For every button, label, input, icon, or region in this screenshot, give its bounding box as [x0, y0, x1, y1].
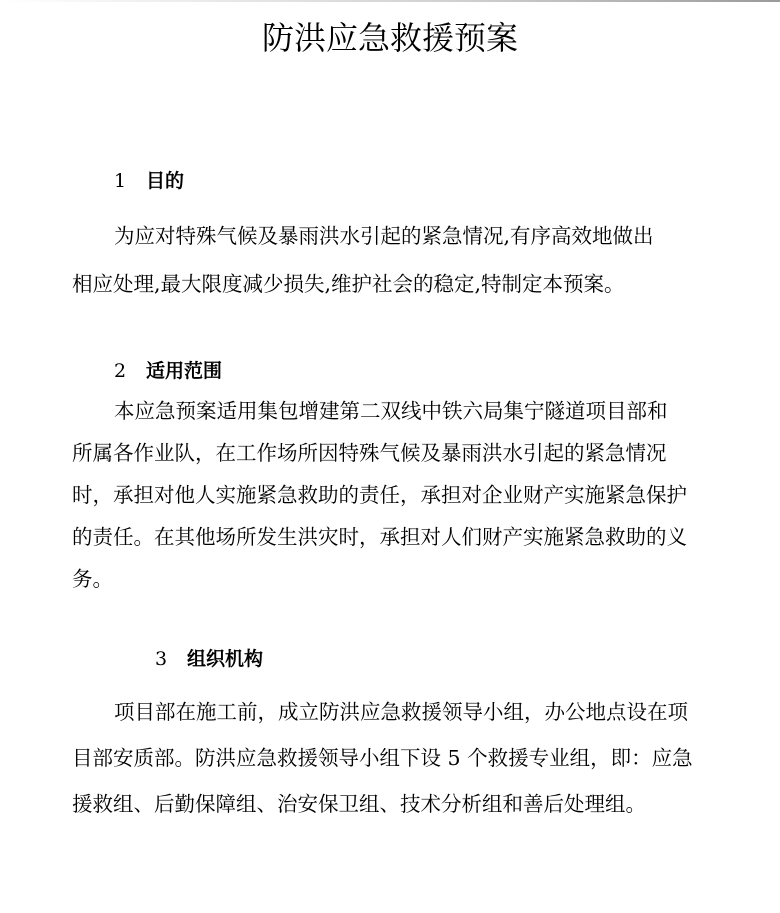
section-body-organization [72, 689, 708, 827]
section-heading-text: 组织机构 [187, 648, 264, 670]
section-body-purpose [72, 212, 708, 308]
section-body-scope [72, 390, 708, 600]
page-top-rule [0, 0, 780, 2]
body-line: 本应急预案适用集包增建第二双线中铁六局集宁隧道项目部和 [114, 399, 668, 423]
body-line: 为应对特殊气候及暴雨洪水引起的紧急情况,有序高效地做出 [114, 224, 654, 248]
body-line: 相应处理,最大限度减少损失,维护社会的稳定,特制定本预案。 [72, 272, 625, 296]
section-number: 3 [155, 648, 168, 670]
section-heading-scope [114, 359, 222, 383]
body-line: 所属各作业队，在工作场所因特殊气候及暴雨洪水引起的紧急情况 [72, 441, 667, 465]
section-heading-organization [155, 647, 263, 671]
body-line: 务。 [72, 567, 113, 591]
body-line: 目部安质部。防洪应急救援领导小组下设 5 个救援专业组，即：应急 [72, 746, 693, 770]
body-line: 时，承担对他人实施紧急救助的责任，承担对企业财产实施紧急保护 [72, 483, 687, 507]
section-heading-text: 目的 [146, 170, 185, 192]
body-line: 援救组、后勤保障组、治安保卫组、技术分析组和善后处理组。 [72, 792, 646, 816]
body-line: 项目部在施工前，成立防洪应急救援领导小组，办公地点设在项 [114, 700, 688, 724]
section-heading-text: 适用范围 [146, 360, 223, 382]
section-heading-purpose [114, 169, 184, 193]
section-number: 2 [114, 360, 127, 382]
body-line: 的责任。在其他场所发生洪灾时，承担对人们财产实施紧急救助的义 [72, 525, 687, 549]
document-title: 防洪应急救援预案 [261, 19, 518, 57]
section-number: 1 [114, 170, 127, 192]
